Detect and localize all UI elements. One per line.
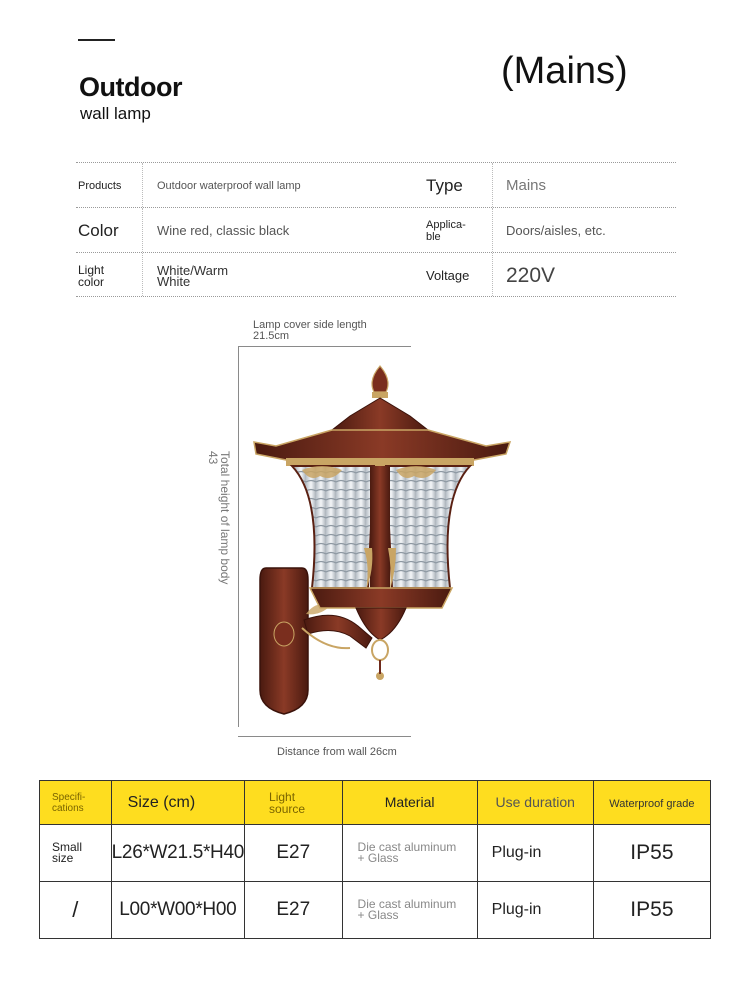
spec-label-color: Color: [78, 220, 119, 240]
table-row: [40, 882, 711, 939]
spec-value-light-color-line2: White: [157, 273, 191, 289]
spec-label-voltage: Voltage: [426, 267, 470, 283]
spec-label-applicable-line1: Applica-: [426, 218, 466, 231]
distance-label: Distance from wall 26cm: [277, 746, 397, 758]
header-light-source: Light source: [245, 781, 343, 825]
spec-value-voltage: 220V: [506, 263, 556, 287]
height-value: 43: [206, 451, 220, 465]
spec-label-applicable-line2: ble: [426, 230, 441, 243]
page-subtitle: wall lamp: [80, 104, 151, 123]
cover-label: Lamp cover side length: [253, 319, 367, 331]
cell-size: L00*W00*H00: [111, 882, 244, 939]
spec-row: [76, 252, 676, 297]
cell-waterproof: IP55: [593, 882, 710, 939]
cell-material: Die cast aluminum + Glass: [342, 882, 477, 939]
decorative-rule: [78, 39, 115, 41]
spec-row: [76, 207, 676, 252]
cell-size: L26*W21.5*H40: [111, 825, 244, 882]
cell-waterproof: IP55: [593, 825, 710, 882]
cell-light-source: E27: [245, 825, 343, 882]
cell-use-duration: Plug-in: [477, 882, 593, 939]
table-row: [40, 825, 711, 882]
header-use-duration: Use duration: [477, 781, 593, 825]
height-label: Total height of lamp body: [218, 451, 232, 585]
spec-label-light-color-line2: color: [78, 274, 105, 289]
header-specifications: Specifi- cations: [40, 781, 112, 825]
header-material: Material: [342, 781, 477, 825]
header-size: Size (cm): [111, 781, 244, 825]
page-title: Outdoor: [79, 72, 182, 102]
table-header-row: [40, 781, 711, 825]
header-waterproof-grade: Waterproof grade: [593, 781, 710, 825]
spec-label-type: Type: [426, 175, 463, 195]
spec-row: [76, 162, 676, 207]
cell-spec: Small size: [40, 825, 112, 882]
spec-value-products: Outdoor waterproof wall lamp: [157, 179, 301, 192]
spec-label-products: Products: [78, 179, 122, 192]
specifications-table: [39, 780, 711, 939]
spec-value-color: Wine red, classic black: [157, 223, 290, 238]
spec-value-type: Mains: [506, 177, 547, 194]
dimension-line-left: [238, 346, 239, 727]
spec-value-applicable: Doors/aisles, etc.: [506, 223, 606, 238]
outdoor-wall-lamp-image: [246, 358, 518, 720]
dimension-line-bottom: [238, 736, 411, 737]
spec-table: [76, 162, 676, 297]
spec-label-light-color-line1: Light: [78, 262, 105, 277]
cell-material: Die cast aluminum + Glass: [342, 825, 477, 882]
cell-use-duration: Plug-in: [477, 825, 593, 882]
power-type-heading: (Mains): [501, 50, 628, 92]
cover-value: 21.5cm: [253, 330, 290, 342]
cover-dimension-label: [253, 320, 367, 342]
spec-value-light-color-line1: White/Warm: [157, 262, 229, 278]
cell-light-source: E27: [245, 882, 343, 939]
dimension-line-top: [238, 346, 411, 347]
cell-spec: /: [40, 882, 112, 939]
